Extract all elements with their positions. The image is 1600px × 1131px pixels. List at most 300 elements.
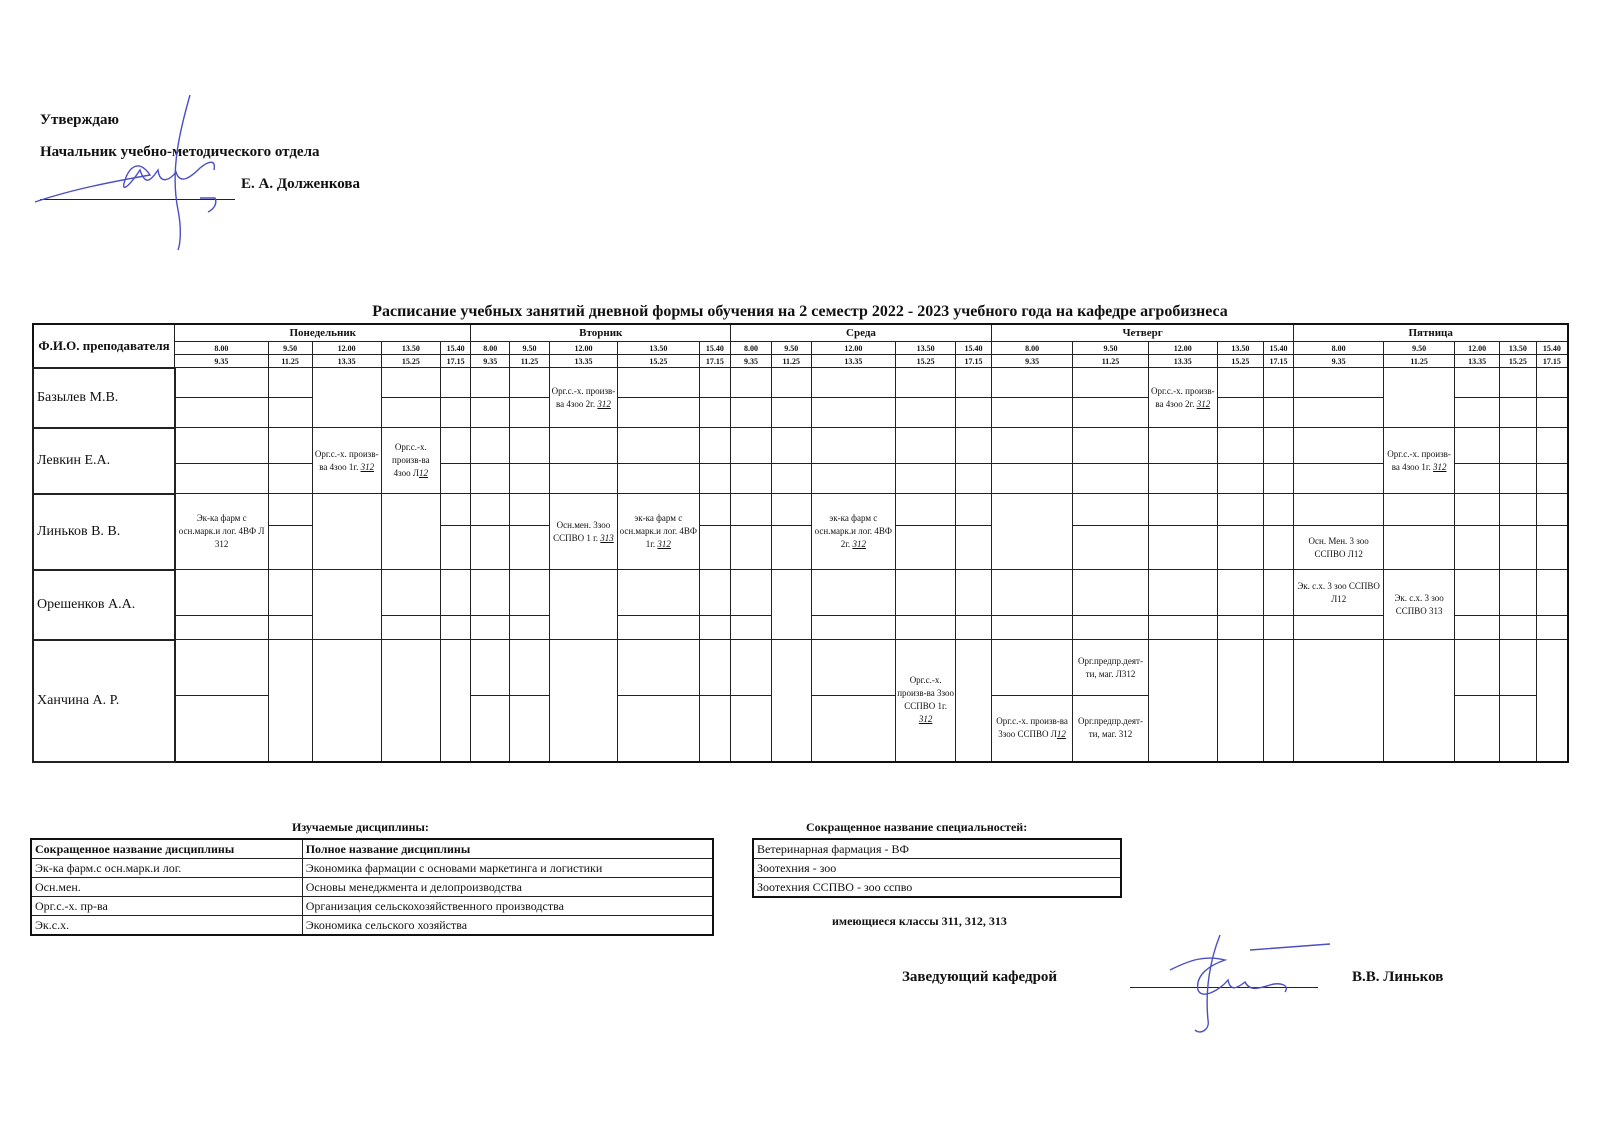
empty-cell: [771, 428, 811, 464]
empty-cell: [312, 494, 381, 570]
cell-text: Орг.с.-х. произв-ва 3зоо ССПВО Л: [996, 716, 1068, 740]
time-end: 11.25: [510, 355, 550, 368]
empty-cell: [811, 570, 896, 616]
empty-cell: [896, 526, 956, 570]
empty-cell: [1263, 570, 1294, 616]
cell-text: Орг.с.-х. произв-ва 3зоо ССПВО 1г.: [897, 675, 955, 712]
empty-cell: [440, 616, 471, 640]
empty-cell: [771, 640, 811, 762]
empty-cell: [956, 368, 992, 398]
teacher-name: Ханчина А. Р.: [33, 640, 175, 762]
time-start: 12.00: [1455, 342, 1500, 355]
classes-note: имеющиеся классы 311, 312, 313: [832, 914, 1007, 928]
empty-cell: [771, 526, 811, 570]
empty-cell: [699, 616, 731, 640]
empty-cell: [471, 368, 510, 398]
time-start: 13.50: [896, 342, 956, 355]
empty-cell: [1500, 570, 1537, 616]
empty-cell: [268, 428, 312, 464]
empty-cell: [1148, 570, 1217, 616]
time-start: 9.50: [1073, 342, 1148, 355]
empty-cell: [731, 696, 772, 762]
empty-cell: [381, 494, 440, 570]
table-row: [31, 878, 713, 897]
time-start: 13.50: [381, 342, 440, 355]
empty-cell: [1217, 368, 1263, 398]
cell-text: Зоотехния - зоо: [753, 859, 1121, 878]
empty-cell: [510, 494, 550, 526]
empty-cell: [1148, 428, 1217, 464]
empty-cell: [1455, 464, 1500, 494]
time-end: 9.35: [471, 355, 510, 368]
time-start: 12.00: [1148, 342, 1217, 355]
empty-cell: [1500, 368, 1537, 398]
time-start: 15.40: [699, 342, 731, 355]
empty-cell: [510, 368, 550, 398]
empty-cell: [268, 616, 312, 640]
empty-cell: [1383, 494, 1454, 526]
empty-cell: [381, 616, 440, 640]
room-number: 312: [1433, 461, 1447, 472]
empty-cell: [1500, 398, 1537, 428]
fio-header: Ф.И.О. преподавателя: [33, 324, 175, 368]
day-tuesday: Вторник: [471, 324, 731, 342]
time-end: 13.35: [1148, 355, 1217, 368]
cell-text: Экономика фармации с основами маркетинга и логистики: [302, 859, 713, 878]
empty-cell: [956, 464, 992, 494]
empty-cell: [731, 464, 772, 494]
empty-cell: [1383, 526, 1454, 570]
empty-cell: [1217, 526, 1263, 570]
table-row: [31, 897, 713, 916]
lesson-cell: [312, 428, 381, 494]
time-end: 11.25: [1383, 355, 1454, 368]
empty-cell: [268, 464, 312, 494]
room-number: 312: [918, 714, 933, 725]
empty-cell: [991, 398, 1072, 428]
empty-cell: [510, 526, 550, 570]
cell-text: Зоотехния ССПВО - зоо сспво: [753, 878, 1121, 898]
empty-cell: [312, 640, 381, 762]
empty-cell: [991, 368, 1072, 398]
time-start: 9.50: [268, 342, 312, 355]
empty-cell: [1217, 398, 1263, 428]
specialties-table: [752, 838, 1122, 898]
empty-cell: [699, 398, 731, 428]
empty-cell: [956, 428, 992, 464]
time-start: 8.00: [731, 342, 772, 355]
empty-cell: [731, 570, 772, 616]
cell-text: Основы менеджмента и делопроизводства: [302, 878, 713, 897]
empty-cell: [1263, 640, 1294, 762]
room-number: 12: [1056, 729, 1066, 740]
empty-cell: [471, 428, 510, 464]
empty-cell: [549, 570, 617, 640]
empty-cell: [440, 428, 471, 464]
empty-cell: [618, 428, 699, 464]
empty-cell: [1294, 494, 1384, 526]
empty-cell: [381, 368, 440, 398]
empty-cell: [1073, 616, 1148, 640]
lesson-cell: [618, 494, 699, 570]
empty-cell: [1500, 428, 1537, 464]
empty-cell: [1148, 526, 1217, 570]
time-end: 11.25: [771, 355, 811, 368]
empty-cell: [510, 428, 550, 464]
time-end: 15.25: [618, 355, 699, 368]
empty-cell: [811, 464, 896, 494]
empty-cell: [731, 640, 772, 696]
empty-cell: [731, 526, 772, 570]
cell-text: эк-ка фарм с осн.марк.и лог. 4ВФ 2г.: [814, 513, 893, 549]
empty-cell: [1073, 570, 1148, 616]
empty-cell: [510, 696, 550, 762]
empty-cell: [1148, 494, 1217, 526]
empty-cell: [618, 616, 699, 640]
cell-text: Экономика сельского хозяйства: [302, 916, 713, 936]
disciplines-caption: Изучаемые дисциплины:: [292, 820, 429, 834]
room-number: 312: [657, 539, 671, 549]
empty-cell: [956, 570, 992, 616]
time-end: 11.25: [1073, 355, 1148, 368]
lesson-cell: Эк-ка фарм с осн.марк.и лог. 4ВФ Л 312: [175, 494, 269, 570]
specialties-caption: Сокращенное название специальностей:: [806, 820, 1028, 834]
empty-cell: [1263, 616, 1294, 640]
cell-text: Ветеринарная фармация - ВФ: [753, 839, 1121, 859]
cell-text: Орг.с.-х. произв-ва 4зоо 1г.: [314, 448, 379, 472]
cell-text: Орг.с.-х. пр-ва: [31, 897, 302, 916]
empty-cell: [699, 428, 731, 464]
empty-cell: [699, 368, 731, 398]
empty-cell: [896, 428, 956, 464]
empty-cell: [1294, 464, 1384, 494]
empty-cell: [1383, 640, 1454, 762]
time-end: 15.25: [1217, 355, 1263, 368]
empty-cell: [1217, 428, 1263, 464]
empty-cell: [1294, 616, 1384, 640]
empty-cell: [1263, 368, 1294, 398]
empty-cell: [440, 368, 471, 398]
day-monday: Понедельник: [175, 324, 471, 342]
time-end: 11.25: [268, 355, 312, 368]
head-label: Заведующий кафедрой: [902, 969, 1058, 985]
empty-cell: [1536, 570, 1568, 616]
empty-cell: [811, 696, 896, 762]
empty-cell: [268, 570, 312, 616]
teacher-name: Линьков В. В.: [33, 494, 175, 570]
empty-cell: [896, 398, 956, 428]
empty-cell: [699, 696, 731, 762]
empty-cell: [268, 368, 312, 398]
time-start: 13.50: [1500, 342, 1537, 355]
empty-cell: [381, 398, 440, 428]
empty-cell: [1294, 428, 1384, 464]
time-start: 9.50: [1383, 342, 1454, 355]
empty-cell: [471, 526, 510, 570]
lesson-cell: [896, 640, 956, 762]
table-row: [31, 859, 713, 878]
empty-cell: [1500, 616, 1537, 640]
time-start: 12.00: [549, 342, 617, 355]
empty-cell: [956, 494, 992, 526]
disciplines-col-full: Полное название дисциплины: [302, 839, 713, 859]
empty-cell: [1073, 398, 1148, 428]
time-end: 9.35: [731, 355, 772, 368]
empty-cell: [312, 368, 381, 428]
empty-cell: [699, 570, 731, 616]
empty-cell: [510, 640, 550, 696]
empty-cell: [510, 570, 550, 616]
empty-cell: [440, 494, 471, 526]
empty-cell: [896, 464, 956, 494]
cell-text: эк-ка фарм с осн.марк.и лог. 4ВФ 1г.: [619, 513, 697, 549]
time-end: 9.35: [175, 355, 269, 368]
empty-cell: [896, 570, 956, 616]
empty-cell: [549, 464, 617, 494]
day-friday: Пятница: [1294, 324, 1568, 342]
empty-cell: [1148, 616, 1217, 640]
time-end: 13.35: [312, 355, 381, 368]
empty-cell: [510, 616, 550, 640]
empty-cell: [1455, 494, 1500, 526]
empty-cell: [618, 570, 699, 616]
lesson-cell: Эк. с.х. 3 зоо ССПВО 313: [1383, 570, 1454, 640]
empty-cell: [471, 570, 510, 616]
cell-text: Орг.с.-х. произв-ва 4зоо Л: [392, 442, 430, 478]
empty-cell: [1500, 640, 1537, 696]
empty-cell: [510, 464, 550, 494]
empty-cell: [1217, 640, 1263, 762]
empty-cell: [1294, 398, 1384, 428]
empty-cell: [991, 494, 1072, 570]
empty-cell: [811, 428, 896, 464]
empty-cell: [1455, 616, 1500, 640]
empty-cell: [549, 640, 617, 762]
empty-cell: [381, 570, 440, 616]
approval-title: Утверждаю: [40, 112, 119, 128]
empty-cell: [440, 640, 471, 762]
empty-cell: [771, 494, 811, 526]
empty-cell: [471, 398, 510, 428]
empty-cell: [1263, 428, 1294, 464]
empty-cell: [268, 526, 312, 570]
empty-cell: [991, 640, 1072, 696]
empty-cell: [471, 494, 510, 526]
approval-signature-icon: [30, 90, 240, 255]
empty-cell: [1217, 494, 1263, 526]
empty-cell: [1536, 398, 1568, 428]
teacher-name: Базылев М.В.: [33, 368, 175, 428]
head-signature-icon: [1150, 930, 1340, 1040]
empty-cell: [175, 464, 269, 494]
empty-cell: [699, 526, 731, 570]
teacher-name: Орешенков А.А.: [33, 570, 175, 640]
empty-cell: [510, 398, 550, 428]
empty-cell: [1455, 526, 1500, 570]
empty-cell: [175, 368, 269, 398]
empty-cell: [1073, 428, 1148, 464]
empty-cell: [618, 464, 699, 494]
empty-cell: [991, 428, 1072, 464]
empty-cell: [1536, 616, 1568, 640]
table-row: [753, 859, 1121, 878]
empty-cell: [1217, 616, 1263, 640]
time-start: 15.40: [956, 342, 992, 355]
empty-cell: [268, 398, 312, 428]
time-start: 12.00: [811, 342, 896, 355]
empty-cell: [1500, 494, 1537, 526]
room-number: 312: [597, 398, 611, 409]
empty-cell: [312, 570, 381, 640]
cell-text: Осн.мен. 3зоо ССПВО 1 г.: [553, 519, 611, 543]
empty-cell: [1536, 368, 1568, 398]
time-start: 8.00: [175, 342, 269, 355]
empty-cell: [771, 398, 811, 428]
empty-cell: [440, 464, 471, 494]
empty-cell: [771, 464, 811, 494]
empty-cell: [175, 428, 269, 464]
day-thursday: Четверг: [991, 324, 1294, 342]
empty-cell: [771, 570, 811, 640]
approval-name: Е. А. Долженкова: [241, 176, 361, 192]
empty-cell: [956, 616, 992, 640]
empty-cell: [1500, 526, 1537, 570]
empty-cell: [618, 696, 699, 762]
room-number: 313: [600, 532, 614, 543]
empty-cell: [1455, 696, 1500, 762]
empty-cell: [175, 616, 269, 640]
room-number: 312: [1196, 398, 1211, 409]
time-start: 12.00: [312, 342, 381, 355]
empty-cell: [1073, 526, 1148, 570]
cell-text: Осн.мен.: [31, 878, 302, 897]
disciplines-col-short: Сокращенное название дисциплины: [31, 839, 302, 859]
empty-cell: [771, 368, 811, 398]
empty-cell: [1383, 368, 1454, 428]
empty-cell: [1263, 398, 1294, 428]
table-row: [753, 878, 1121, 898]
empty-cell: [731, 494, 772, 526]
cell-text: Эк-ка фарм.с осн.марк.и лог.: [31, 859, 302, 878]
cell-text: Эк.с.х.: [31, 916, 302, 936]
empty-cell: [956, 526, 992, 570]
empty-cell: [956, 640, 992, 762]
empty-cell: [549, 428, 617, 464]
empty-cell: [440, 398, 471, 428]
schedule-table: [32, 323, 1569, 763]
cell-text: Организация сельскохозяйственного производства: [302, 897, 713, 916]
empty-cell: [896, 494, 956, 526]
empty-cell: [731, 428, 772, 464]
empty-cell: [991, 464, 1072, 494]
empty-cell: [1536, 428, 1568, 464]
empty-cell: [1536, 464, 1568, 494]
disciplines-table: [30, 838, 714, 936]
empty-cell: [440, 570, 471, 616]
time-end: 15.25: [1500, 355, 1537, 368]
empty-cell: [381, 640, 440, 762]
empty-cell: [1536, 494, 1568, 526]
empty-cell: [1455, 570, 1500, 616]
empty-cell: [731, 398, 772, 428]
room-number: 312: [852, 539, 866, 549]
time-end: 17.15: [699, 355, 731, 368]
empty-cell: [896, 368, 956, 398]
day-wednesday: Среда: [731, 324, 992, 342]
empty-cell: [175, 640, 269, 696]
time-end: 13.35: [1455, 355, 1500, 368]
lesson-cell: [549, 494, 617, 570]
time-start: 15.40: [1536, 342, 1568, 355]
time-end: 13.35: [549, 355, 617, 368]
time-start: 15.40: [1263, 342, 1294, 355]
approval-position: Начальник учебно-методического отдела: [40, 144, 320, 160]
empty-cell: [1073, 494, 1148, 526]
time-end: 15.25: [896, 355, 956, 368]
cell-text: Орг.с.-х. произв-ва 4зоо 2г.: [551, 385, 616, 409]
time-end: 17.15: [1536, 355, 1568, 368]
room-number: 312: [360, 461, 375, 472]
time-end: 9.35: [991, 355, 1072, 368]
time-end: 17.15: [956, 355, 992, 368]
empty-cell: [1263, 526, 1294, 570]
lesson-cell: [549, 368, 617, 428]
empty-cell: [1500, 464, 1537, 494]
table-row: [753, 839, 1121, 859]
empty-cell: [1500, 696, 1537, 762]
lesson-cell: Осн. Мен. 3 зоо ССПВО Л12: [1294, 526, 1384, 570]
empty-cell: [1536, 526, 1568, 570]
empty-cell: [1294, 640, 1384, 762]
time-start: 8.00: [991, 342, 1072, 355]
empty-cell: [1455, 368, 1500, 398]
empty-cell: [618, 398, 699, 428]
lesson-cell: [991, 696, 1072, 762]
teacher-name: Левкин Е.А.: [33, 428, 175, 494]
empty-cell: [1263, 464, 1294, 494]
time-end: 17.15: [440, 355, 471, 368]
empty-cell: [811, 368, 896, 398]
time-end: 17.15: [1263, 355, 1294, 368]
empty-cell: [1263, 494, 1294, 526]
head-name: В.В. Линьков: [1352, 969, 1444, 985]
empty-cell: [991, 570, 1072, 616]
empty-cell: [731, 616, 772, 640]
time-start: 8.00: [1294, 342, 1384, 355]
empty-cell: [1217, 570, 1263, 616]
empty-cell: [699, 494, 731, 526]
time-start: 9.50: [771, 342, 811, 355]
empty-cell: [1217, 464, 1263, 494]
empty-cell: [1455, 428, 1500, 464]
lesson-cell: Орг.предпр.деят-ти, маг. 312: [1073, 696, 1148, 762]
time-start: 13.50: [1217, 342, 1263, 355]
empty-cell: [440, 526, 471, 570]
empty-cell: [618, 640, 699, 696]
empty-cell: [811, 640, 896, 696]
time-start: 15.40: [440, 342, 471, 355]
table-row: [31, 916, 713, 936]
empty-cell: [175, 570, 269, 616]
room-number: 12: [419, 468, 428, 478]
lesson-cell: [381, 428, 440, 494]
lesson-cell: [1383, 428, 1454, 494]
lesson-cell: Эк. с.х. 3 зоо ССПВО Л12: [1294, 570, 1384, 616]
lesson-cell: Орг.предпр.деят-ти, маг. Л312: [1073, 640, 1148, 696]
empty-cell: [699, 640, 731, 696]
empty-cell: [811, 616, 896, 640]
cell-text: Орг.с.-х. произв-ва 4зоо 2г.: [1150, 385, 1215, 409]
